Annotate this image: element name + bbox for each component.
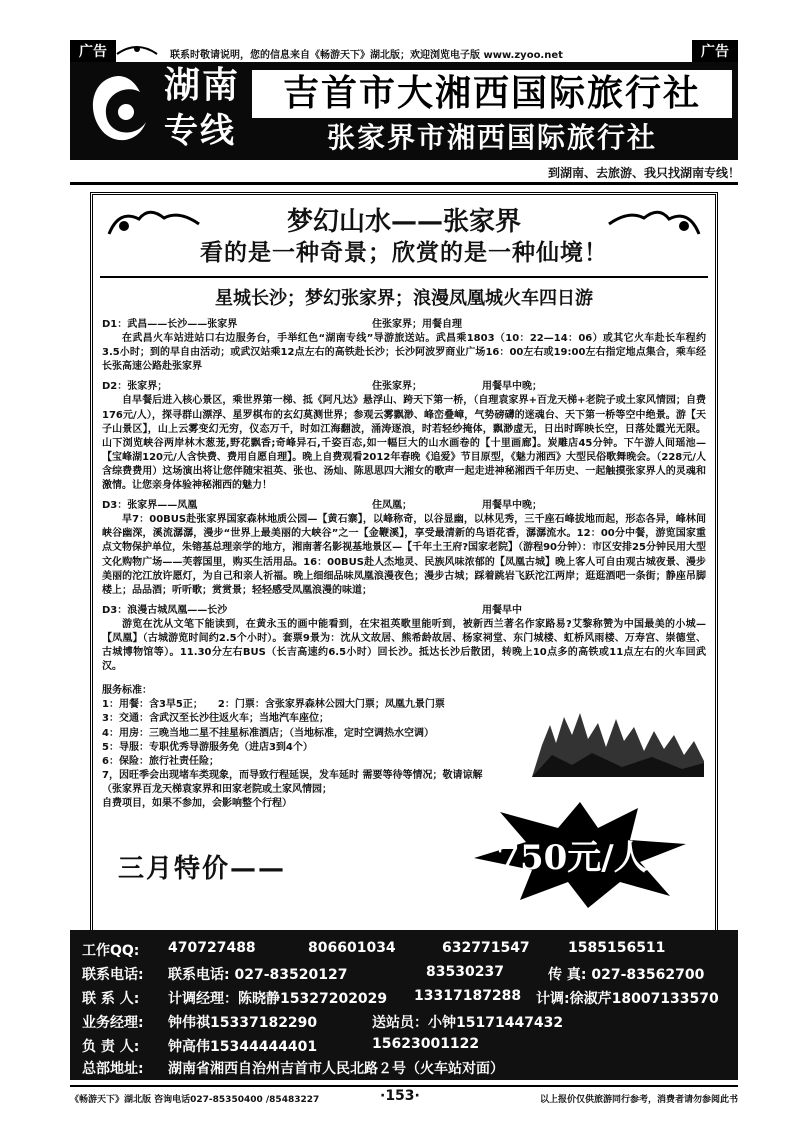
contact-person[interactable]: 13317187288 bbox=[414, 988, 522, 1004]
contact-panel bbox=[70, 930, 738, 1080]
ad-label-left: 广告 bbox=[70, 40, 116, 64]
day-4 bbox=[102, 604, 706, 674]
day-2 bbox=[102, 380, 706, 493]
qq-number[interactable]: 632771547 bbox=[442, 940, 530, 956]
contact-person[interactable]: 计调:徐淑芹18007133570 bbox=[536, 991, 719, 1007]
manager-contact[interactable]: 钟高伟15344444401 bbox=[168, 1039, 318, 1055]
address-label: 总部地址: bbox=[82, 1061, 144, 1077]
feature-title: 梦幻山水——张家界 bbox=[286, 207, 521, 237]
day-route: D3：浪漫古城凤凰——长沙 bbox=[102, 604, 228, 616]
sales-label: 业务经理: bbox=[82, 1015, 144, 1031]
fax-number[interactable]: 传 真: 027-83562700 bbox=[548, 967, 705, 983]
day-meal: 用餐早中 bbox=[482, 604, 522, 616]
qq-number[interactable]: 470727488 bbox=[168, 940, 256, 956]
phone-label: 联系电话: bbox=[82, 967, 144, 983]
source-notice: 联系时敬请说明，您的信息来自《畅游天下》湖北版；欢迎浏览电子版 www.zyoo.net bbox=[170, 50, 563, 61]
region-title-line2: 专线 bbox=[164, 111, 236, 151]
service-item: 1：用餐：含3早5正； 2：门票：含张家界森林公园大门票；凤凰九景门票 bbox=[102, 699, 445, 711]
offer-label: 三月特价—— bbox=[118, 854, 287, 884]
route-title: 星城长沙；梦幻张家界；浪漫凤凰城火车四日游 bbox=[215, 288, 593, 309]
manager-contact[interactable]: 15623001122 bbox=[372, 1036, 480, 1052]
footer-disclaimer: 以上报价仅供旅游同行参考，消费者请勿参阅此书 bbox=[539, 1095, 738, 1105]
day-meal: 用餐早中晚； bbox=[482, 500, 542, 512]
day-route: D3：张家界——凤凰 bbox=[102, 500, 198, 512]
day-stay: 住凤凰； bbox=[372, 500, 412, 512]
agency-header bbox=[70, 62, 738, 160]
day-3 bbox=[102, 499, 706, 598]
phone-number[interactable]: 83530237 bbox=[426, 964, 504, 980]
service-item: 4：用房：三晚当地二星不挂星标准酒店；（当地标准，定时空调热水空调） bbox=[102, 727, 434, 739]
day-meal: 用餐早中晚； bbox=[482, 381, 542, 393]
service-title: 服务标准： bbox=[102, 685, 152, 697]
header-rule bbox=[70, 182, 738, 185]
service-item: 3：交通：含武汉至长沙往返火车；当地汽车座位； bbox=[102, 713, 329, 725]
day-1 bbox=[102, 318, 706, 374]
day-route: D1：武昌——长沙——张家界 bbox=[102, 319, 238, 330]
offer-price: 750元/人 bbox=[496, 838, 648, 878]
day-text: 在武昌火车站进站口右边服务台，手举红色“湖南专线”导游旅送站。武昌乘1803（10：22—14：06）或其它火车赴长车程约3.5小时；到的早自由活动；或武汉站乘12点左右的高铁赴长沙；长沙阿波罗商业广场16：00左右或19:00左右指定地点集合，乘车经长张高速公路赴张家界 bbox=[102, 333, 706, 373]
service-item: 7，因旺季会出现堵车类现象，而导致行程延误，发车延时 需要等待等情况；敬请谅解 bbox=[102, 769, 483, 781]
qq-label: 工作QQ: bbox=[82, 943, 140, 959]
ad-label-right: 广告 bbox=[692, 40, 738, 64]
day-stay: 住张家界；用餐自理 bbox=[372, 319, 462, 330]
footer-rule bbox=[70, 1085, 738, 1087]
person-label: 联 系 人: bbox=[82, 991, 140, 1007]
service-standards bbox=[102, 684, 572, 811]
sales-manager[interactable]: 钟伟祺15337182290 bbox=[168, 1015, 318, 1031]
feature-subtitle: 看的是一种奇景；欣赏的是一种仙境！ bbox=[200, 240, 608, 266]
day-text: 游览在沈从文笔下能读到，在黄永玉的画中能看到，在宋祖英歌里能听到，被新西兰著名作家路易?艾黎称赞为中国最美的小城—【凤凰】（古城游览时间约2.5个小时）。套票9景为：沈从文故居、熊希龄故居、杨家祠堂、东门城楼、虹桥风雨楼、万寿宫、崇德堂、古城博物馆等）。11.30分左右BUS（长吉高速约6.5小时）回长沙。抵达长沙后散团，转晚上10点多的高铁或11点左右的火车回武汉。 bbox=[102, 618, 706, 673]
manager-label: 负 责 人: bbox=[82, 1039, 140, 1055]
service-item: 5：导服：专职优秀导游服务免（进店3到4个） bbox=[102, 741, 313, 753]
service-item: 自费项目，如果不参加，会影响整个行程） bbox=[102, 798, 292, 809]
service-item: 6：保险：旅行社责任险； bbox=[102, 755, 219, 767]
agency-logo-icon bbox=[78, 68, 158, 154]
agency-name-primary: 吉首市大湘西国际旅行社 bbox=[252, 70, 732, 118]
service-item: （张家界百龙天梯袁家界和田家老院或土家风情园； bbox=[102, 783, 332, 795]
feature-divider bbox=[100, 276, 708, 278]
contact-person[interactable]: 计调经理：陈晓静15327202029 bbox=[168, 991, 388, 1007]
footer-publication: 《畅游天下》湖北版 咨询电话027-85350400 /85483227 bbox=[70, 1095, 320, 1105]
qq-number[interactable]: 806601034 bbox=[308, 940, 396, 956]
region-title-line1: 湖南 bbox=[164, 64, 241, 106]
day-text: 自早餐后进入核心景区，乘世界第一梯、抵《阿凡达》悬浮山、跨天下第一桥，（自理袁家界+百龙天梯+老院子或土家风情园；自费176元/人），探寻群山漂浮、星罗棋布的玄幻莫测世界；参观云雾飘渺、峰峦叠嶂，气势磅礴的迷魂台、天下第一桥等空中绝景。游【天子山景区】，山上云雾变幻无穷，仪态万千，时如江海翻波，涌涛逐浪，时若轻纱掩体，飘渺虚无，日出时晖映长空，日落处霞光无限。山下浏览峡谷两岸林木葱茏,野花飘香;奇峰异石,千姿百态,如一幅巨大的山水画卷的【十里画廊】。炭雕店45分钟。下午游人间瑶池—【宝峰湖120元/人含快费、费用自愿自理】。晚上自费观看2012年春晚《追爱》节目原型，《魅力湘西》大型民俗歌舞晚会。（228元/人含综费费用）这场演出将让您伴随宋祖英、张也、汤灿、陈思思四大湘女的歌声一起走进神秘湘西千年历史、一起触摸张家界人的灵魂和激情。让您亲身体验神秘湘西的魅力！ bbox=[102, 395, 706, 492]
day-text: 早7：00BUS赴张家界国家森林地质公园—【黄石寨】，以峰称奇，以谷显幽，以林见秀，三千座石峰拔地而起，形态各异，峰林间峡谷幽深，溪流潺潺，漫步“世界上最美丽的大峡谷”之一【金鞭溪】，享受最清新的鸟语花香，潺潺流水。12：00分中餐，游览国家重点文物保护单位，朱镕基总理亲学的地方，湘南著名影视基地景区—【千年土王府?国家老院】（游程90分钟）：市区安排25分钟民用大型文化购物广场——芙蓉国里，购买生活用品。16：00BUS赴人杰地灵、民族风味浓郁的【凤凰古城】晚上客人可自由观古城夜景、漫步美丽的沱江放许愿灯，为自己和亲人祈福。晚上细细品味凤凰浪漫夜色；漫步古城；踩着跳岩飞跃沱江两岸；逛逛酒吧一条街；静座吊脚楼上；品品酒；听听歌；赏赏景；轻轻感受凤凰浪漫的味道； bbox=[102, 514, 706, 596]
slogan: 到湖南、去旅游、我只找湖南专线！ bbox=[547, 166, 740, 180]
page-number: ·153· bbox=[380, 1088, 420, 1104]
head-office-address: 湖南省湘西自治州吉首市人民北路２号（火车站对面） bbox=[168, 1061, 504, 1077]
qq-number[interactable]: 1585156511 bbox=[568, 940, 666, 956]
agency-name-secondary: 张家界市湘西国际旅行社 bbox=[326, 121, 657, 154]
delivery-staff[interactable]: 送站员：小钟15171447432 bbox=[372, 1015, 564, 1031]
day-route: D2：张家界； bbox=[102, 381, 168, 393]
brand-logo-icon bbox=[112, 40, 162, 58]
day-stay: 住张家界； bbox=[372, 381, 422, 393]
phone-number[interactable]: 联系电话: 027-83520127 bbox=[168, 967, 348, 983]
mountain-photo bbox=[532, 705, 704, 777]
